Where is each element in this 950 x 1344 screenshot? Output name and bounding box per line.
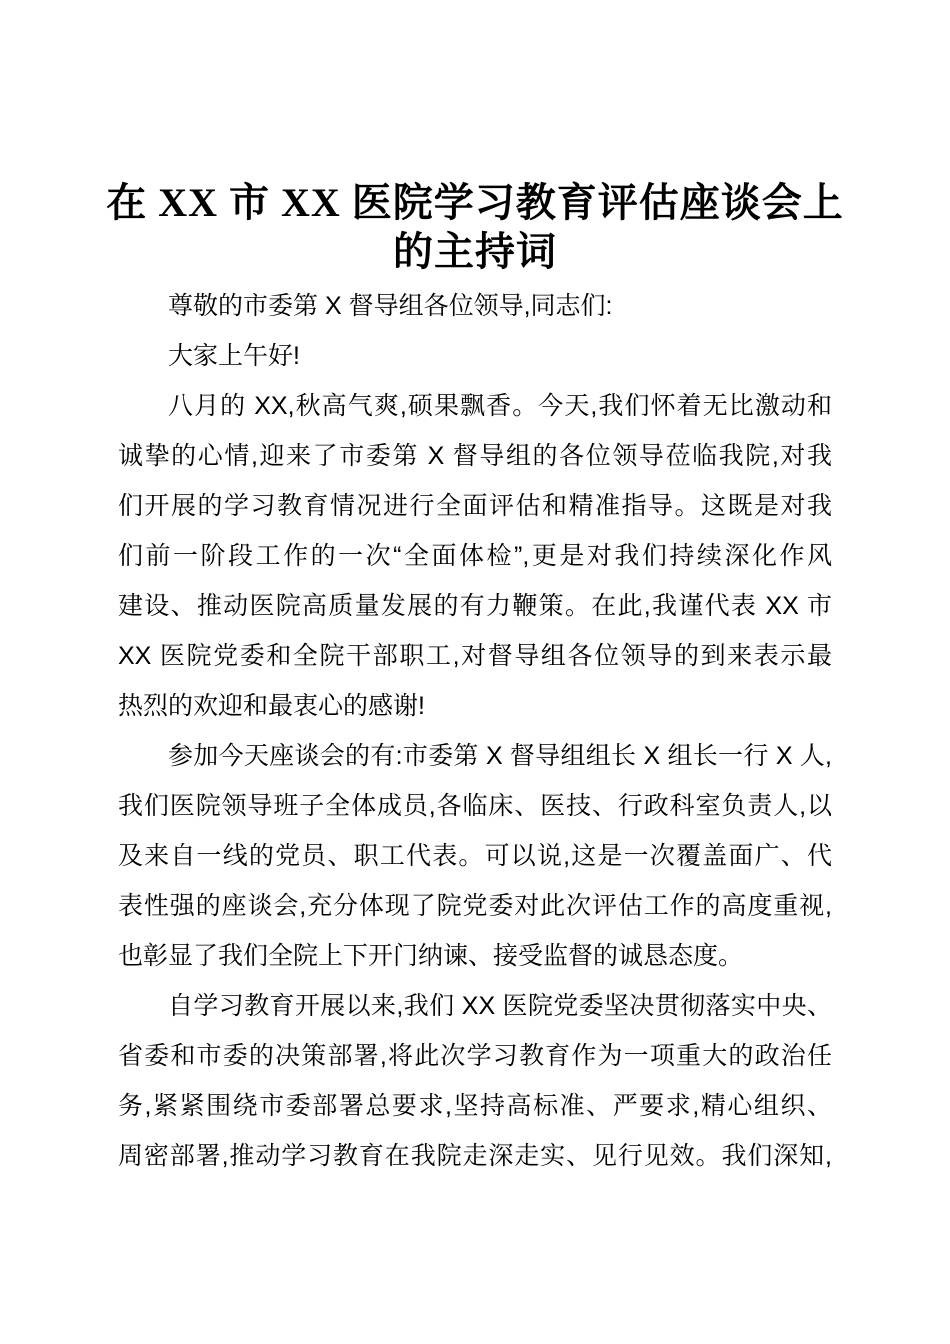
text-line: 周密部署,推动学习教育在我院走深走实、见行见效。我们深知, — [118, 1142, 832, 1170]
text-line: 参加今天座谈会的有:市委第 X 督导组组长 X 组长一行 X 人, — [168, 742, 832, 770]
text-line: 建设、推动医院高质量发展的有力鞭策。在此,我谨代表 XX 市 — [118, 592, 832, 620]
text-line: 我们医院领导班子全体成员,各临床、医技、行政科室负责人,以 — [118, 792, 832, 820]
text-line: 也彰显了我们全院上下开门纳谏、接受监督的诚恳态度。 — [118, 942, 744, 970]
text-line: 大家上午好! — [168, 342, 300, 370]
text-line: 自学习教育开展以来,我们 XX 医院党委坚决贯彻落实中央、 — [168, 992, 832, 1020]
text-line: 尊敬的市委第 X 督导组各位领导,同志们: — [168, 292, 613, 320]
text-line: 们开展的学习教育情况进行全面评估和精准指导。这既是对我 — [118, 492, 832, 520]
document-title — [0, 0, 950, 276]
text-line: 省委和市委的决策部署,将此次学习教育作为一项重大的政治任 — [118, 1042, 832, 1070]
title-line: 的主持词 — [393, 229, 557, 274]
text-line: 八月的 XX,秋高气爽,硕果飘香。今天,我们怀着无比激动和 — [168, 392, 832, 420]
text-line: XX 医院党委和全院干部职工,对督导组各位领导的到来表示最 — [118, 642, 832, 670]
text-line: 热烈的欢迎和最衷心的感谢! — [118, 692, 425, 720]
text-line: 诚挚的心情,迎来了市委第 X 督导组的各位领导莅临我院,对我 — [118, 442, 832, 470]
text-line: 表性强的座谈会,充分体现了院党委对此次评估工作的高度重视, — [118, 892, 832, 920]
title-line: 在 XX 市 XX 医院学习教育评估座谈会上 — [106, 180, 844, 225]
text-line: 务,紧紧围绕市委部署总要求,坚持高标准、严要求,精心组织、 — [118, 1092, 832, 1120]
document-body — [0, 281, 950, 1181]
text-line: 及来自一线的党员、职工代表。可以说,这是一次覆盖面广、代 — [118, 842, 832, 870]
text-line: 们前一阶段工作的一次“全面体检”,更是对我们持续深化作风 — [118, 542, 832, 570]
